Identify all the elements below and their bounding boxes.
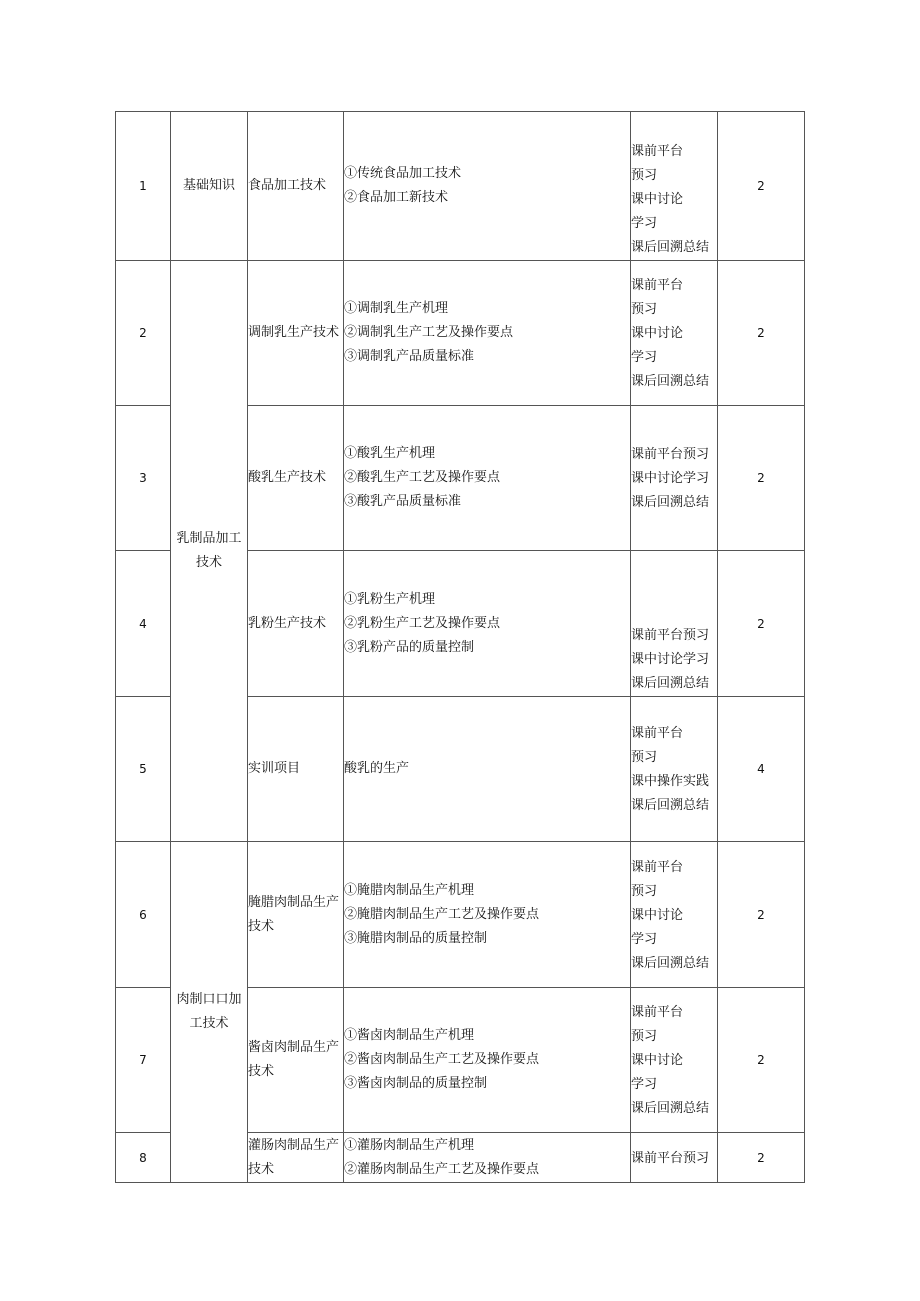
topic-text: 调制乳生产技术 — [248, 325, 340, 340]
method-cell — [631, 842, 718, 988]
topic-cell — [248, 842, 344, 988]
content-cell — [344, 697, 631, 842]
method-line: 学习 — [631, 350, 658, 365]
method-line: 课后回溯总结 — [631, 374, 710, 389]
content-line: ①灌肠肉制品生产机理 — [344, 1137, 475, 1153]
table-row — [116, 842, 805, 988]
row-number: 1 — [116, 112, 171, 261]
module-cell: 肉制口口加工技术 — [171, 842, 248, 1183]
hours-cell: 2 — [718, 1133, 805, 1183]
row-number: 5 — [116, 697, 171, 842]
topic-text: 腌腊肉制品生产技术 — [248, 894, 340, 934]
content-line: ②食品加工新技术 — [344, 190, 449, 205]
method-line: 预习 — [631, 883, 658, 899]
method-cell — [631, 697, 718, 842]
content-cell — [344, 1133, 631, 1183]
row-number: 6 — [116, 842, 171, 988]
content-line: ③乳粉产品的质量控制 — [344, 639, 475, 655]
row-number: 4 — [116, 551, 171, 697]
content-line: ②灌肠肉制品生产工艺及操作要点 — [344, 1161, 540, 1177]
method-line: 预习 — [631, 302, 658, 317]
method-line: 课前平台 — [631, 726, 684, 741]
method-line: 预习 — [631, 168, 658, 183]
method-line: 课中讨论学习 — [631, 652, 710, 667]
content-line: ②腌腊肉制品生产工艺及操作要点 — [344, 906, 540, 922]
method-line: 课后回溯总结 — [631, 955, 710, 971]
content-line: ②乳粉生产工艺及操作要点 — [344, 615, 501, 631]
method-cell — [631, 551, 718, 697]
module-cell: 基础知识 — [171, 112, 248, 261]
content-line: ①调制乳生产机理 — [344, 301, 449, 316]
method-line: 课前平台预习 — [631, 447, 710, 462]
method-line: 学习 — [631, 216, 658, 231]
method-line: 学习 — [631, 1077, 658, 1092]
method-line: 课前平台 — [631, 1005, 684, 1020]
row-number: 3 — [116, 406, 171, 551]
method-line: 课后回溯总结 — [631, 798, 710, 813]
method-cell — [631, 406, 718, 551]
content-line: 酸乳的生产 — [344, 761, 410, 776]
content-line: ①酱卤肉制品生产机理 — [344, 1028, 475, 1043]
content-cell — [344, 112, 631, 261]
table-row — [116, 112, 805, 261]
method-line: 课中讨论 — [631, 192, 684, 207]
content-line: ①酸乳生产机理 — [344, 446, 436, 461]
method-line: 课前平台预习 — [631, 1150, 710, 1166]
content-line: ③酸乳产品质量标准 — [344, 494, 462, 509]
method-cell — [631, 1133, 718, 1183]
method-line: 课中讨论学习 — [631, 471, 710, 486]
method-cell — [631, 988, 718, 1133]
method-line: 课前平台 — [631, 859, 684, 875]
method-line: 课中操作实践 — [631, 774, 710, 789]
content-line: ③调制乳产品质量标准 — [344, 349, 475, 364]
row-number: 7 — [116, 988, 171, 1133]
hours-cell: 2 — [718, 551, 805, 697]
content-cell — [344, 261, 631, 406]
topic-cell — [248, 261, 344, 406]
content-line: ②酸乳生产工艺及操作要点 — [344, 470, 501, 485]
topic-cell: 实训项目 — [248, 697, 344, 842]
module-cell: 乳制品加工技术 — [171, 261, 248, 842]
method-cell — [631, 112, 718, 261]
topic-text: 酱卤肉制品生产技术 — [248, 1040, 340, 1079]
content-line: ②调制乳生产工艺及操作要点 — [344, 325, 514, 340]
topic-cell: 食品加工技术 — [248, 112, 344, 261]
hours-cell: 2 — [718, 112, 805, 261]
method-line: 课中讨论 — [631, 326, 684, 341]
method-line: 课后回溯总结 — [631, 495, 710, 510]
content-cell — [344, 551, 631, 697]
method-line: 课后回溯总结 — [631, 676, 710, 691]
content-line: ①腌腊肉制品生产机理 — [344, 882, 475, 898]
method-line: 课前平台 — [631, 278, 684, 293]
topic-cell — [248, 988, 344, 1133]
content-line: ②酱卤肉制品生产工艺及操作要点 — [344, 1052, 540, 1067]
content-line: ③腌腊肉制品的质量控制 — [344, 930, 488, 946]
method-line: 课后回溯总结 — [631, 240, 710, 255]
topic-cell: 酸乳生产技术 — [248, 406, 344, 551]
table-row — [116, 261, 805, 406]
method-line: 课后回溯总结 — [631, 1101, 710, 1116]
topic-cell: 乳粉生产技术 — [248, 551, 344, 697]
method-cell — [631, 261, 718, 406]
hours-cell: 2 — [718, 842, 805, 988]
content-cell — [344, 842, 631, 988]
method-line: 学习 — [631, 931, 658, 947]
content-line: ③酱卤肉制品的质量控制 — [344, 1076, 488, 1091]
hours-cell: 4 — [718, 697, 805, 842]
content-cell — [344, 406, 631, 551]
topic-text: 灌肠肉制品生产技术 — [248, 1137, 340, 1177]
row-number: 2 — [116, 261, 171, 406]
content-line: ①乳粉生产机理 — [344, 591, 436, 607]
topic-cell — [248, 1133, 344, 1183]
content-cell — [344, 988, 631, 1133]
method-line: 课中讨论 — [631, 1053, 684, 1068]
method-line: 预习 — [631, 750, 658, 765]
content-line: ①传统食品加工技术 — [344, 166, 462, 181]
method-line: 预习 — [631, 1029, 658, 1044]
hours-cell: 2 — [718, 261, 805, 406]
method-line: 课前平台 — [631, 144, 684, 159]
method-line: 课中讨论 — [631, 907, 684, 923]
course-schedule-table — [115, 111, 805, 1183]
row-number: 8 — [116, 1133, 171, 1183]
method-line: 课前平台预习 — [631, 628, 710, 643]
hours-cell: 2 — [718, 988, 805, 1133]
hours-cell: 2 — [718, 406, 805, 551]
